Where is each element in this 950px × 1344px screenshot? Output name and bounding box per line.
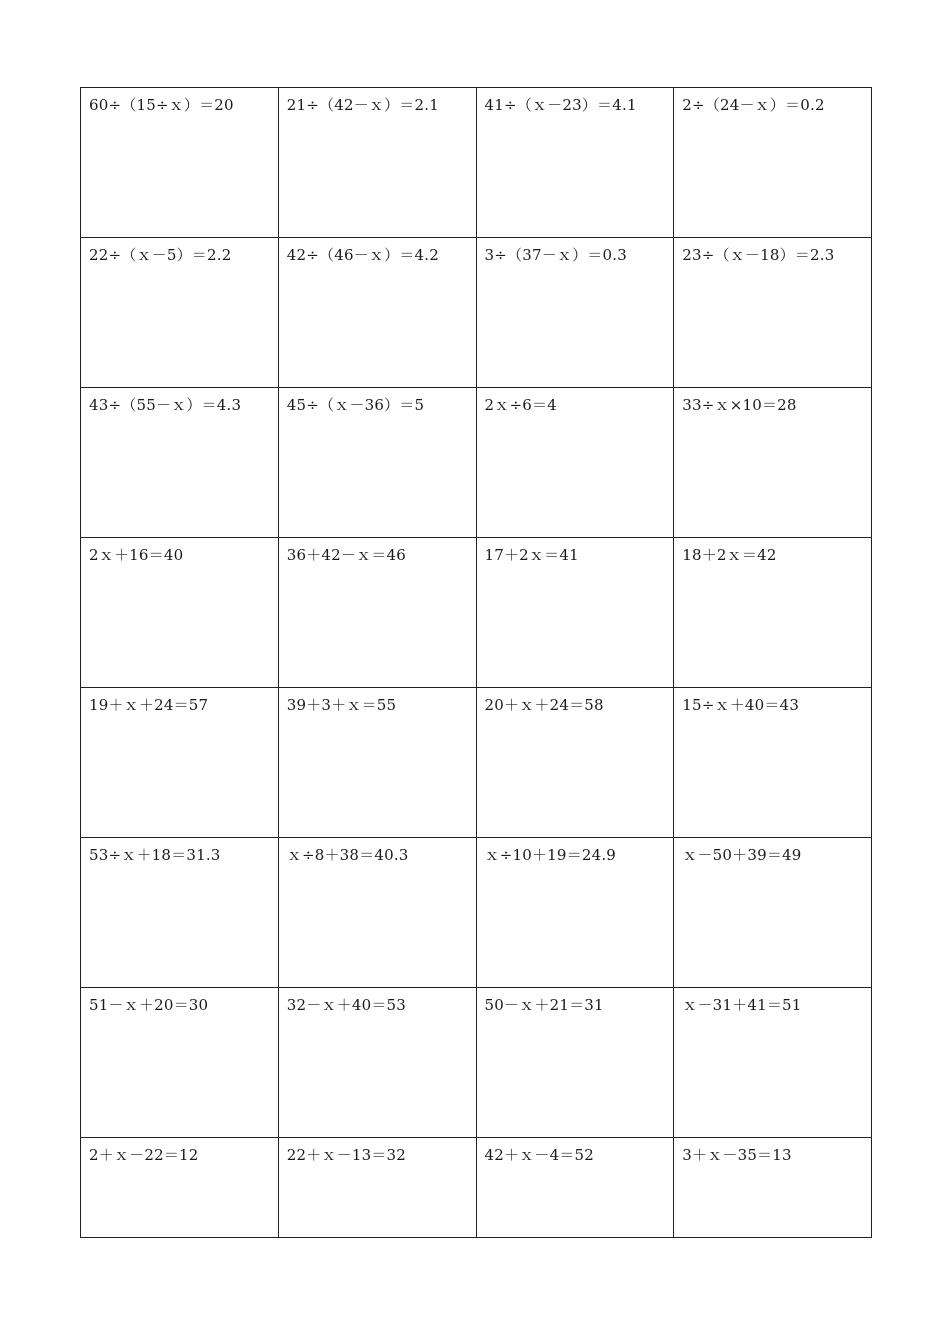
equation-cell: 2ｘ÷6＝4 [476, 388, 674, 538]
equation-cell: 22÷（ｘ－5）＝2.2 [81, 238, 279, 388]
equation-cell: 41÷（ｘ－23）＝4.1 [476, 88, 674, 238]
equation-cell: 42＋ｘ－4＝52 [476, 1138, 674, 1238]
table-row [81, 238, 872, 388]
equation-cell: ｘ÷10＋19＝24.9 [476, 838, 674, 988]
equation-cell: 2＋ｘ－22＝12 [81, 1138, 279, 1238]
table-row [81, 688, 872, 838]
table-row [81, 988, 872, 1138]
table-row [81, 838, 872, 988]
table-row [81, 1138, 872, 1238]
equation-cell: ｘ－31＋41＝51 [674, 988, 872, 1138]
equation-cell: 17＋2ｘ＝41 [476, 538, 674, 688]
equation-cell: 51－ｘ＋20＝30 [81, 988, 279, 1138]
equation-cell: ｘ÷8＋38＝40.3 [278, 838, 476, 988]
equation-cell: 3＋ｘ－35＝13 [674, 1138, 872, 1238]
equation-cell: 22＋ｘ－13＝32 [278, 1138, 476, 1238]
table-row [81, 388, 872, 538]
equation-cell: 23÷（ｘ－18）＝2.3 [674, 238, 872, 388]
equation-cell: 42÷（46－ｘ）＝4.2 [278, 238, 476, 388]
equation-cell: 2ｘ＋16＝40 [81, 538, 279, 688]
equation-cell: 15÷ｘ＋40＝43 [674, 688, 872, 838]
equation-cell: 21÷（42－ｘ）＝2.1 [278, 88, 476, 238]
equation-cell: 32－ｘ＋40＝53 [278, 988, 476, 1138]
equation-cell: 19＋ｘ＋24＝57 [81, 688, 279, 838]
equation-cell: 50－ｘ＋21＝31 [476, 988, 674, 1138]
equation-cell: 39＋3＋ｘ＝55 [278, 688, 476, 838]
equation-worksheet-table [80, 87, 872, 1238]
table-row [81, 538, 872, 688]
equation-cell: 18＋2ｘ＝42 [674, 538, 872, 688]
equation-cell: 33÷ｘ×10＝28 [674, 388, 872, 538]
equation-cell: 53÷ｘ＋18＝31.3 [81, 838, 279, 988]
equation-cell: 2÷（24－ｘ）＝0.2 [674, 88, 872, 238]
equation-cell: 36＋42－ｘ＝46 [278, 538, 476, 688]
table-row [81, 88, 872, 238]
equation-cell: 43÷（55－ｘ）＝4.3 [81, 388, 279, 538]
equation-cell: ｘ－50＋39＝49 [674, 838, 872, 988]
equation-cell: 3÷（37－ｘ）＝0.3 [476, 238, 674, 388]
equation-cell: 60÷（15÷ｘ）＝20 [81, 88, 279, 238]
equation-cell: 20＋ｘ＋24＝58 [476, 688, 674, 838]
equation-cell: 45÷（ｘ－36）＝5 [278, 388, 476, 538]
